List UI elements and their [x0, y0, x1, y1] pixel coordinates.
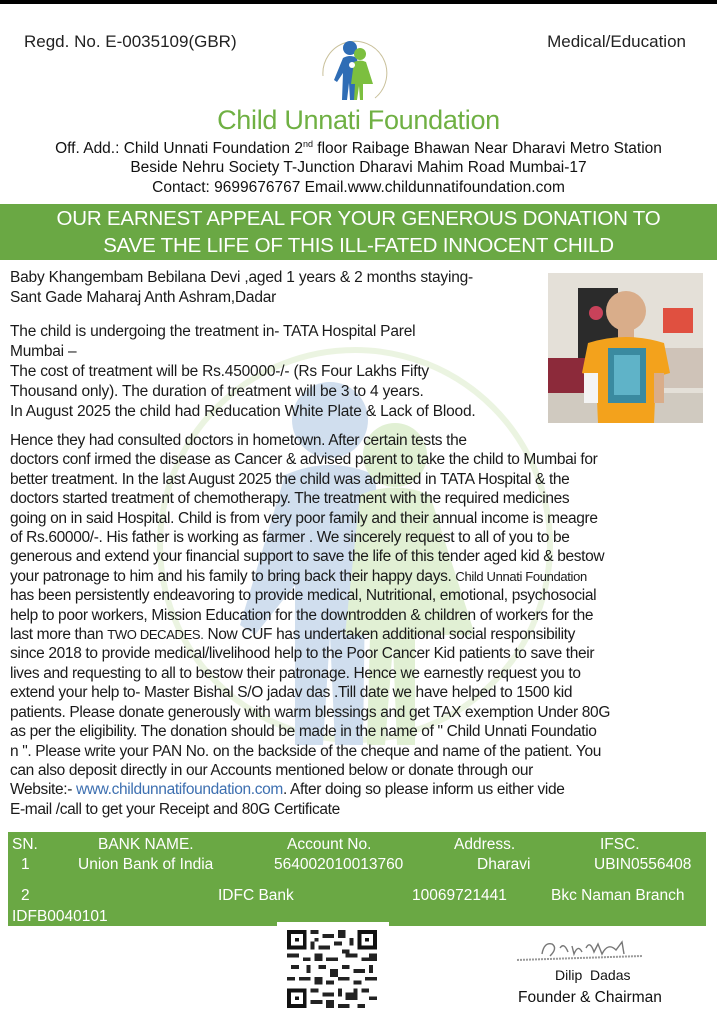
address-ordinal: nd — [302, 139, 313, 149]
donation-qr-code[interactable] — [277, 922, 389, 1014]
body-line: doctors conf irmed the disease as Cancer & advised parent to take the child to Mumbai for — [10, 451, 598, 469]
body-text-segment: . After doing so please inform us either vide — [282, 781, 565, 799]
body-line: as per the eligibility. The donation should be made in the name of " Child Unnati Foundatio — [10, 723, 597, 741]
foundation-logo — [313, 28, 393, 108]
table-cell-address: Dharavi — [477, 856, 531, 873]
table-header-account-no: Account No. — [287, 836, 372, 853]
table-cell-account-no: 564002010013760 — [274, 856, 404, 873]
table-cell-sn: 2 — [21, 887, 30, 904]
table-cell-bank-name: Union Bank of India — [78, 856, 214, 873]
treatment-cost: The cost of treatment will be Rs.450000-/- (Rs Four Lakhs Fifty — [10, 363, 429, 380]
body-line: can also deposit directly in our Accounts mentioned below or donate through our — [10, 761, 533, 779]
address-line-1 — [0, 139, 717, 158]
body-line: better treatment. In the last August 2025 the child was admitted in TATA Hospital & the — [10, 470, 570, 488]
bank-accounts-table — [8, 832, 706, 926]
body-line: doctors started treatment of chemotherapy. The treatment with the required medicines — [10, 490, 570, 508]
address-line-2: Beside Nehru Society T-Junction Dharavi Mahim Road Mumbai-17 — [130, 159, 587, 176]
body-line: since 2018 to provide medical/livelihood help to the Poor Cancer Kid patients to save their — [10, 645, 595, 663]
contact-line: Contact: 9699676767 Email.www.childunnatifoundation.com — [152, 179, 565, 196]
patient-intro — [10, 268, 545, 422]
table-cell-ifsc: UBIN0556408 — [594, 856, 692, 873]
top-border — [0, 0, 717, 4]
registration-number: Regd. No. E-0035109(GBR) — [24, 32, 237, 51]
appeal-line-1: OUR EARNEST APPEAL FOR YOUR GENEROUS DONATION TO — [56, 207, 661, 230]
body-line: help to poor workers, Mission Education for the downtrodden & children of workers for the — [10, 606, 594, 624]
hospital-city: Mumbai – — [10, 343, 77, 360]
patient-details-line-2: Sant Gade Maharaj Anth Ashram,Dadar — [10, 289, 277, 306]
body-line: has been persistently endeavoring to provide medical, Nutritional, emotional, psychosocial — [10, 587, 597, 605]
category-label: Medical/Education — [547, 32, 686, 51]
table-header-bank-name: BANK NAME. — [98, 836, 194, 853]
body-line — [10, 780, 710, 799]
body-text-segment: Now CUF has undertaken additional social responsibility — [203, 626, 576, 644]
diagnosis-history: In August 2025 the child had Reducation White Plate & Lack of Blood. — [10, 403, 476, 420]
address-line-1-end: floor Raibage Bhawan Near Dharavi Metro Station — [312, 140, 662, 158]
body-line: generous and extend your financial support to save the life of this tender aged kid & bestow — [10, 548, 605, 566]
signatory-name: Dilip Dadas — [555, 967, 631, 983]
treatment-duration: Thousand only). The duration of treatment will be 3 to 4 years. — [10, 383, 424, 400]
body-line: Hence they had consulted doctors in hometown. After certain tests the — [10, 432, 467, 449]
signatory-title: Founder & Chairman — [518, 989, 662, 1006]
body-line: of Rs.60000/-. His father is working as farmer . We sincerely request to all of you to be — [10, 529, 570, 547]
table-header-address: Address. — [454, 836, 516, 853]
appeal-body — [10, 431, 710, 819]
org-name-inline: Child Unnati Foundation — [455, 568, 587, 584]
paragraph-gap — [10, 308, 545, 322]
table-cell-account-no: 10069721441 — [412, 887, 507, 904]
body-text-segment: last more than — [10, 626, 108, 644]
appeal-line-2: SAVE THE LIFE OF THIS ILL-FATED INNOCENT CHILD — [103, 234, 614, 257]
hospital-line: The child is undergoing the treatment in- TATA Hospital Parel — [10, 323, 416, 340]
org-name: Child Unnati Foundation — [217, 105, 500, 135]
patient-details-line-1: Baby Khangembam Bebilana Devi ,aged 1 years & 2 months staying- — [10, 269, 474, 286]
body-line: E-mail /call to get your Receipt and 80G Certificate — [10, 800, 340, 818]
address-line-1-start: Off. Add.: Child Unnati Foundation 2 — [55, 140, 303, 158]
body-line — [10, 625, 710, 644]
website-link[interactable]: www.childunnatifoundation.com — [76, 781, 283, 799]
table-header-ifsc: IFSC. — [600, 836, 640, 853]
body-line: lives and requesting to all to bestow their patronage. Hence we earnestly request you to — [10, 664, 581, 682]
child-photo — [548, 273, 703, 423]
table-cell-sn: 1 — [21, 856, 30, 873]
appeal-banner — [0, 204, 717, 260]
body-line — [10, 567, 710, 586]
two-decades-text: TWO DECADES. — [107, 627, 204, 643]
table-cell-bank-name: IDFC Bank — [218, 887, 294, 904]
body-line: going on in said Hospital. Child is from very poor family and their annual income is meagre — [10, 509, 598, 527]
website-label: Website:- — [10, 781, 76, 799]
table-cell-ifsc: IDFB0040101 — [12, 908, 108, 925]
body-line: patients. Please donate generously with warm blessings and get TAX exemption Under 80G — [10, 703, 611, 721]
table-cell-address: Bkc Naman Branch — [551, 887, 685, 904]
table-header-sn: SN. — [12, 836, 38, 853]
body-line: extend your help to- Master Bishal S/O jadav das .Till date we have helped to 1500 kid — [10, 684, 573, 702]
body-line: n ". Please write your PAN No. on the backside of the cheque and name of the patient. You — [10, 742, 602, 760]
body-text-segment: your patronage to him and his family to bring back their happy days. — [10, 567, 456, 585]
founder-signature — [512, 934, 652, 966]
